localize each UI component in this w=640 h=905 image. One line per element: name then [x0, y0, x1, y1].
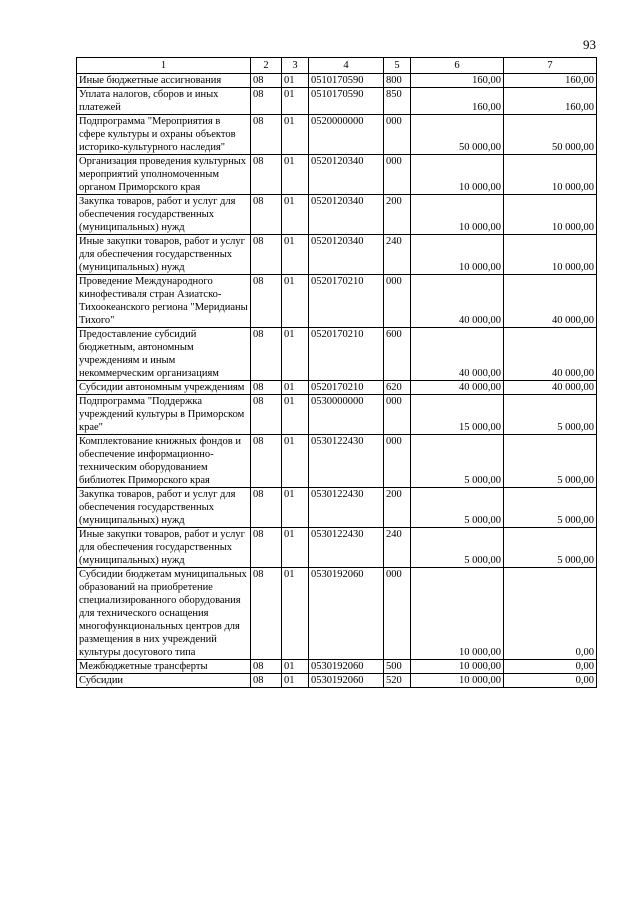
row-expense-type-cell: 200 — [384, 195, 411, 235]
table-row — [77, 488, 597, 528]
row-section-cell: 08 — [251, 88, 282, 115]
row-name-cell: Предоставление субсидий бюджетным, автономным учреждениям и иным некоммерческим организациям — [77, 328, 251, 381]
row-expense-type-cell: 000 — [384, 155, 411, 195]
row-target-article-cell: 0520000000 — [309, 115, 384, 155]
row-amount-2-cell: 10 000,00 — [504, 235, 597, 275]
row-section-cell: 08 — [251, 115, 282, 155]
row-subsection-cell: 01 — [282, 275, 309, 328]
row-amount-2-cell: 10 000,00 — [504, 195, 597, 235]
row-subsection-cell: 01 — [282, 88, 309, 115]
row-name-cell: Иные бюджетные ассигнования — [77, 74, 251, 88]
row-name-cell: Иные закупки товаров, работ и услуг для обеспечения государственных (муниципальных) нужд — [77, 528, 251, 568]
row-subsection-cell: 01 — [282, 435, 309, 488]
row-target-article-cell: 0510170590 — [309, 88, 384, 115]
row-amount-2-cell: 5 000,00 — [504, 528, 597, 568]
row-target-article-cell: 0520120340 — [309, 235, 384, 275]
row-target-article-cell: 0520170210 — [309, 275, 384, 328]
row-name-cell: Субсидии автономным учреждениям — [77, 381, 251, 395]
row-amount-1-cell: 40 000,00 — [411, 328, 504, 381]
row-amount-1-cell: 10 000,00 — [411, 674, 504, 688]
row-amount-1-cell: 40 000,00 — [411, 275, 504, 328]
row-name-cell: Субсидии — [77, 674, 251, 688]
row-amount-1-cell: 5 000,00 — [411, 488, 504, 528]
row-amount-1-cell: 5 000,00 — [411, 528, 504, 568]
table-row — [77, 674, 597, 688]
row-amount-1-cell: 10 000,00 — [411, 660, 504, 674]
row-amount-1-cell: 40 000,00 — [411, 381, 504, 395]
row-section-cell: 08 — [251, 328, 282, 381]
row-subsection-cell: 01 — [282, 155, 309, 195]
row-amount-2-cell: 0,00 — [504, 660, 597, 674]
table-row — [77, 235, 597, 275]
row-amount-2-cell: 160,00 — [504, 88, 597, 115]
row-subsection-cell: 01 — [282, 115, 309, 155]
row-target-article-cell: 0530192060 — [309, 674, 384, 688]
table-row — [77, 435, 597, 488]
header-cell: 6 — [411, 58, 504, 74]
row-amount-1-cell: 5 000,00 — [411, 435, 504, 488]
row-expense-type-cell: 520 — [384, 674, 411, 688]
table-row — [77, 88, 597, 115]
row-expense-type-cell: 240 — [384, 528, 411, 568]
row-section-cell: 08 — [251, 435, 282, 488]
row-section-cell: 08 — [251, 488, 282, 528]
row-name-cell: Организация проведения культурных мероприятий уполномоченным органом Приморского края — [77, 155, 251, 195]
row-section-cell: 08 — [251, 568, 282, 660]
row-amount-1-cell: 10 000,00 — [411, 155, 504, 195]
row-section-cell: 08 — [251, 674, 282, 688]
row-expense-type-cell: 620 — [384, 381, 411, 395]
row-target-article-cell: 0520120340 — [309, 155, 384, 195]
table-row — [77, 395, 597, 435]
table-row — [77, 381, 597, 395]
table-row — [77, 328, 597, 381]
row-name-cell: Межбюджетные трансферты — [77, 660, 251, 674]
page-number: 93 — [583, 37, 596, 52]
row-amount-1-cell: 15 000,00 — [411, 395, 504, 435]
row-amount-1-cell: 160,00 — [411, 74, 504, 88]
row-section-cell: 08 — [251, 381, 282, 395]
row-amount-1-cell: 50 000,00 — [411, 115, 504, 155]
row-expense-type-cell: 200 — [384, 488, 411, 528]
table-row — [77, 115, 597, 155]
header-cell: 5 — [384, 58, 411, 74]
table-row — [77, 155, 597, 195]
table-row — [77, 275, 597, 328]
row-amount-2-cell: 0,00 — [504, 674, 597, 688]
row-amount-2-cell: 5 000,00 — [504, 488, 597, 528]
row-expense-type-cell: 600 — [384, 328, 411, 381]
row-subsection-cell: 01 — [282, 528, 309, 568]
table-row — [77, 195, 597, 235]
row-expense-type-cell: 240 — [384, 235, 411, 275]
row-expense-type-cell: 000 — [384, 568, 411, 660]
table-row — [77, 74, 597, 88]
header-cell: 4 — [309, 58, 384, 74]
row-amount-2-cell: 40 000,00 — [504, 328, 597, 381]
row-amount-2-cell: 50 000,00 — [504, 115, 597, 155]
row-expense-type-cell: 500 — [384, 660, 411, 674]
table-row — [77, 568, 597, 660]
row-target-article-cell: 0530122430 — [309, 488, 384, 528]
row-amount-1-cell: 10 000,00 — [411, 195, 504, 235]
row-name-cell: Уплата налогов, сборов и иных платежей — [77, 88, 251, 115]
row-target-article-cell: 0520120340 — [309, 195, 384, 235]
row-target-article-cell: 0520170210 — [309, 381, 384, 395]
header-cell: 2 — [251, 58, 282, 74]
row-section-cell: 08 — [251, 155, 282, 195]
row-section-cell: 08 — [251, 235, 282, 275]
row-section-cell: 08 — [251, 275, 282, 328]
row-subsection-cell: 01 — [282, 328, 309, 381]
row-amount-2-cell: 40 000,00 — [504, 381, 597, 395]
row-expense-type-cell: 000 — [384, 275, 411, 328]
row-amount-1-cell: 10 000,00 — [411, 568, 504, 660]
row-target-article-cell: 0530192060 — [309, 660, 384, 674]
row-name-cell: Подпрограмма "Поддержка учреждений культуры в Приморском крае" — [77, 395, 251, 435]
row-amount-2-cell: 5 000,00 — [504, 435, 597, 488]
row-section-cell: 08 — [251, 660, 282, 674]
row-target-article-cell: 0520170210 — [309, 328, 384, 381]
row-amount-2-cell: 0,00 — [504, 568, 597, 660]
row-subsection-cell: 01 — [282, 381, 309, 395]
row-name-cell: Проведение Международного кинофестиваля стран Азиатско-Тихоокеанского региона "Меридианы Тихого" — [77, 275, 251, 328]
header-cell: 1 — [77, 58, 251, 74]
row-subsection-cell: 01 — [282, 660, 309, 674]
row-subsection-cell: 01 — [282, 235, 309, 275]
row-target-article-cell: 0530122430 — [309, 528, 384, 568]
row-section-cell: 08 — [251, 74, 282, 88]
row-name-cell: Субсидии бюджетам муниципальных образований на приобретение специализированного оборудования для технического оснащения многофункциональных центров для размещения в них учреждений культуры досугового типа — [77, 568, 251, 660]
row-name-cell: Закупка товаров, работ и услуг для обеспечения государственных (муниципальных) нужд — [77, 488, 251, 528]
header-row — [77, 58, 597, 74]
row-section-cell: 08 — [251, 195, 282, 235]
row-subsection-cell: 01 — [282, 74, 309, 88]
row-expense-type-cell: 000 — [384, 115, 411, 155]
row-amount-2-cell: 40 000,00 — [504, 275, 597, 328]
row-amount-1-cell: 10 000,00 — [411, 235, 504, 275]
row-subsection-cell: 01 — [282, 395, 309, 435]
header-cell: 3 — [282, 58, 309, 74]
budget-table — [76, 57, 597, 688]
row-name-cell: Иные закупки товаров, работ и услуг для обеспечения государственных (муниципальных) нужд — [77, 235, 251, 275]
row-expense-type-cell: 800 — [384, 74, 411, 88]
row-amount-2-cell: 5 000,00 — [504, 395, 597, 435]
row-subsection-cell: 01 — [282, 674, 309, 688]
header-cell: 7 — [504, 58, 597, 74]
row-amount-1-cell: 160,00 — [411, 88, 504, 115]
row-target-article-cell: 0530000000 — [309, 395, 384, 435]
row-subsection-cell: 01 — [282, 195, 309, 235]
row-target-article-cell: 0510170590 — [309, 74, 384, 88]
row-name-cell: Подпрограмма "Мероприятия в сфере культуры и охраны объектов историко-культурного наследия" — [77, 115, 251, 155]
table-row — [77, 660, 597, 674]
row-expense-type-cell: 000 — [384, 435, 411, 488]
row-expense-type-cell: 850 — [384, 88, 411, 115]
row-target-article-cell: 0530122430 — [309, 435, 384, 488]
row-subsection-cell: 01 — [282, 488, 309, 528]
row-name-cell: Закупка товаров, работ и услуг для обеспечения государственных (муниципальных) нужд — [77, 195, 251, 235]
row-amount-2-cell: 10 000,00 — [504, 155, 597, 195]
table-row — [77, 528, 597, 568]
row-target-article-cell: 0530192060 — [309, 568, 384, 660]
row-section-cell: 08 — [251, 528, 282, 568]
row-section-cell: 08 — [251, 395, 282, 435]
row-subsection-cell: 01 — [282, 568, 309, 660]
row-expense-type-cell: 000 — [384, 395, 411, 435]
row-name-cell: Комплектование книжных фондов и обеспечение информационно-техническим оборудованием библиотек Приморского края — [77, 435, 251, 488]
row-amount-2-cell: 160,00 — [504, 74, 597, 88]
